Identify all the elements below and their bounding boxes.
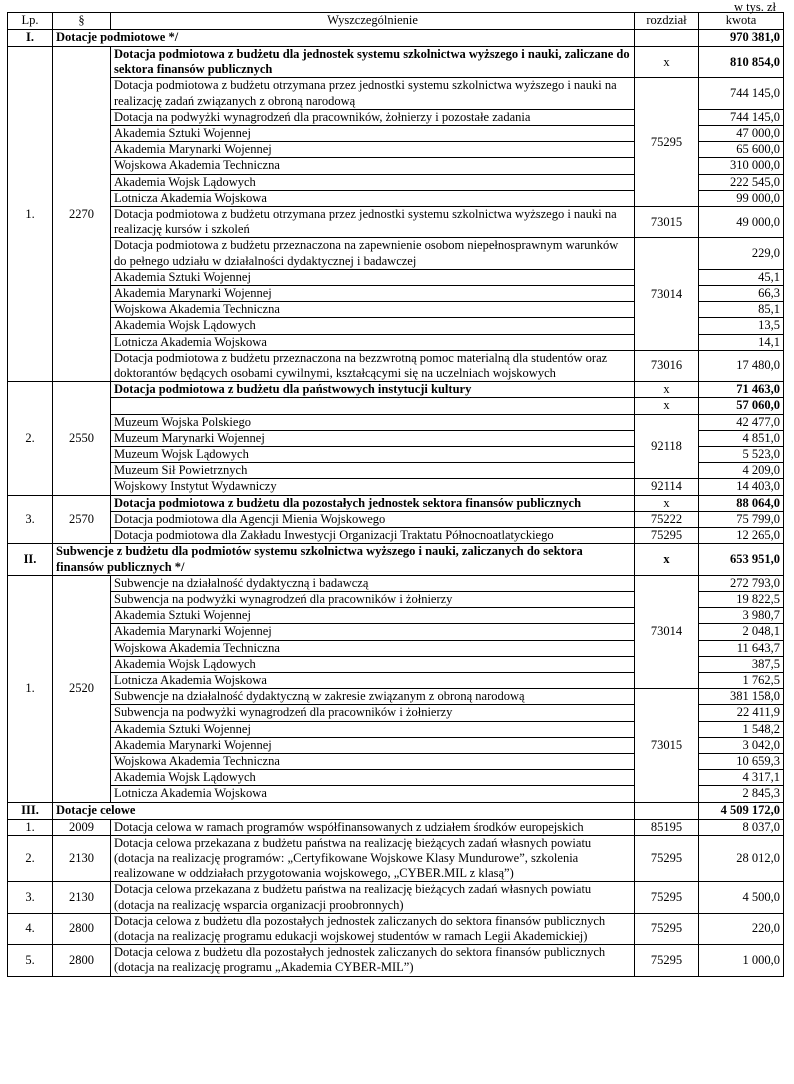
row-chapter: 92114	[635, 479, 699, 495]
row-description: Muzeum Marynarki Wojennej	[111, 430, 635, 446]
table-row	[8, 495, 784, 511]
row-description	[111, 398, 635, 414]
row-description: Dotacja celowa z budżetu dla pozostałych jednostek zaliczanych do sektora finansów publicznych (dotacja na realizację programu „Akademia CYBER-MIL”)	[111, 945, 635, 976]
row-chapter: 75295	[635, 835, 699, 882]
row-amount: 65 600,0	[699, 142, 784, 158]
row-description: Dotacja podmiotowa z budżetu dla państwowych instytucji kultury	[111, 382, 635, 398]
row-chapter: 73015	[635, 689, 699, 802]
row-description: Dotacja podmiotowa z budżetu przeznaczona na zapewnienie osobom niepełnosprawnym warunków do pełnego udziału w działalności dydaktycznej i badawczej	[111, 238, 635, 269]
row-amount: 222 545,0	[699, 174, 784, 190]
row-description: Lotnicza Akademia Wojskowa	[111, 786, 635, 802]
section-chapter: x	[635, 544, 699, 575]
section-title: Dotacje podmiotowe */	[53, 30, 635, 47]
row-chapter: x	[635, 382, 699, 398]
row-description: Dotacja na podwyżki wynagrodzeń dla pracowników, żołnierzy i pozostałe zadania	[111, 109, 635, 125]
row-amount: 1 000,0	[699, 945, 784, 976]
row-description: Subwencje na działalność dydaktyczną w zakresie związanym z obroną narodową	[111, 689, 635, 705]
row-amount: 88 064,0	[699, 495, 784, 511]
row-chapter: x	[635, 398, 699, 414]
row-lp: 2.	[8, 835, 53, 882]
row-paragraph: 2570	[53, 495, 111, 544]
row-amount: 19 822,5	[699, 591, 784, 607]
table-row	[8, 945, 784, 976]
table-row	[8, 350, 784, 381]
row-description: Akademia Wojsk Lądowych	[111, 174, 635, 190]
section-row	[8, 544, 784, 575]
row-lp: 1.	[8, 575, 53, 802]
row-description: Dotacja celowa przekazana z budżetu państwa na realizację bieżących zadań własnych powiatu (dotacja na realizację programów: „Certyfikowane Wojskowe Klasy Mundurowe”, szkolenia realizowane w oddziałach przygotowania wojskowego, „CYBER.MIL z klasą”)	[111, 835, 635, 882]
row-lp: 1.	[8, 47, 53, 382]
row-chapter: 75295	[635, 78, 699, 207]
row-amount: 45,1	[699, 269, 784, 285]
table-row	[8, 819, 784, 835]
row-amount: 310 000,0	[699, 158, 784, 174]
header-paragraph: §	[53, 13, 111, 30]
row-paragraph: 2130	[53, 882, 111, 913]
row-amount: 75 799,0	[699, 511, 784, 527]
section-number: I.	[8, 30, 53, 47]
row-description: Dotacja podmiotowa dla Zakładu Inwestycji Organizacji Traktatu Północnoatlatyckiego	[111, 528, 635, 544]
row-chapter: 75295	[635, 882, 699, 913]
row-lp: 3.	[8, 882, 53, 913]
row-amount: 4 317,1	[699, 770, 784, 786]
section-title: Dotacje celowe	[53, 802, 635, 819]
table-row	[8, 207, 784, 238]
row-chapter: 73014	[635, 238, 699, 350]
row-chapter: 85195	[635, 819, 699, 835]
row-description: Akademia Marynarki Wojennej	[111, 737, 635, 753]
row-amount: 4 851,0	[699, 430, 784, 446]
header-row	[8, 13, 784, 30]
row-description: Dotacja podmiotowa z budżetu dla jednostek systemu szkolnictwa wyższego i nauki, zaliczane do sektora finansów publicznych	[111, 47, 635, 78]
row-chapter: x	[635, 47, 699, 78]
budget-table	[7, 12, 784, 977]
row-paragraph: 2800	[53, 913, 111, 944]
row-description: Subwencja na podwyżki wynagrodzeń dla pracowników i żołnierzy	[111, 705, 635, 721]
row-amount: 744 145,0	[699, 109, 784, 125]
row-description: Akademia Sztuki Wojennej	[111, 126, 635, 142]
row-chapter: x	[635, 495, 699, 511]
row-description: Akademia Wojsk Lądowych	[111, 656, 635, 672]
row-chapter: 73014	[635, 575, 699, 688]
row-amount: 71 463,0	[699, 382, 784, 398]
section-row	[8, 30, 784, 47]
row-description: Akademia Sztuki Wojennej	[111, 608, 635, 624]
row-chapter: 73015	[635, 207, 699, 238]
row-chapter: 75295	[635, 528, 699, 544]
row-amount: 387,5	[699, 656, 784, 672]
row-description: Dotacja podmiotowa dla Agencji Mienia Wojskowego	[111, 511, 635, 527]
section-row	[8, 802, 784, 819]
section-amount: 970 381,0	[699, 30, 784, 47]
row-amount: 8 037,0	[699, 819, 784, 835]
row-paragraph: 2550	[53, 382, 111, 495]
header-lp: Lp.	[8, 13, 53, 30]
row-description: Akademia Wojsk Lądowych	[111, 770, 635, 786]
row-amount: 57 060,0	[699, 398, 784, 414]
row-amount: 220,0	[699, 913, 784, 944]
row-lp: 1.	[8, 819, 53, 835]
row-lp: 5.	[8, 945, 53, 976]
section-chapter	[635, 30, 699, 47]
row-description: Dotacja celowa przekazana z budżetu państwa na realizację bieżących zadań własnych powiatu (dotacja na realizację wsparcia organizacji proobronnych)	[111, 882, 635, 913]
row-amount: 66,3	[699, 286, 784, 302]
row-amount: 744 145,0	[699, 78, 784, 109]
table-row	[8, 689, 784, 705]
table-row	[8, 511, 784, 527]
row-paragraph: 2800	[53, 945, 111, 976]
row-amount: 5 523,0	[699, 447, 784, 463]
row-description: Wojskowa Akademia Techniczna	[111, 640, 635, 656]
row-chapter: 73016	[635, 350, 699, 381]
row-description: Akademia Marynarki Wojennej	[111, 142, 635, 158]
row-amount: 3 042,0	[699, 737, 784, 753]
row-amount: 11 643,7	[699, 640, 784, 656]
row-amount: 272 793,0	[699, 575, 784, 591]
row-paragraph: 2270	[53, 47, 111, 382]
header-description: Wyszczególnienie	[111, 13, 635, 30]
row-amount: 2 845,3	[699, 786, 784, 802]
row-lp: 2.	[8, 382, 53, 495]
header-amount: kwota	[699, 13, 784, 30]
table-row	[8, 238, 784, 269]
row-amount: 14 403,0	[699, 479, 784, 495]
table-row	[8, 882, 784, 913]
table-row	[8, 575, 784, 591]
row-chapter: 92118	[635, 414, 699, 479]
row-lp: 3.	[8, 495, 53, 544]
table-row	[8, 835, 784, 882]
row-amount: 381 158,0	[699, 689, 784, 705]
section-title: Subwencje z budżetu dla podmiotów systemu szkolnictwa wyższego i nauki, zaliczanych do sektora finansów publicznych */	[53, 544, 635, 575]
row-description: Subwencja na podwyżki wynagrodzeń dla pracowników i żołnierzy	[111, 591, 635, 607]
row-amount: 12 265,0	[699, 528, 784, 544]
row-description: Akademia Marynarki Wojennej	[111, 286, 635, 302]
row-description: Wojskowy Instytut Wydawniczy	[111, 479, 635, 495]
row-amount: 14,1	[699, 334, 784, 350]
section-number: II.	[8, 544, 53, 575]
row-description: Muzeum Sił Powietrznych	[111, 463, 635, 479]
row-amount: 85,1	[699, 302, 784, 318]
row-amount: 1 548,2	[699, 721, 784, 737]
table-row	[8, 528, 784, 544]
table-row	[8, 913, 784, 944]
section-amount: 653 951,0	[699, 544, 784, 575]
row-paragraph: 2130	[53, 835, 111, 882]
row-chapter: 75295	[635, 945, 699, 976]
row-amount: 42 477,0	[699, 414, 784, 430]
row-description: Muzeum Wojsk Lądowych	[111, 447, 635, 463]
row-paragraph: 2009	[53, 819, 111, 835]
row-description: Wojskowa Akademia Techniczna	[111, 158, 635, 174]
row-amount: 13,5	[699, 318, 784, 334]
row-amount: 28 012,0	[699, 835, 784, 882]
row-amount: 3 980,7	[699, 608, 784, 624]
row-description: Dotacja podmiotowa z budżetu otrzymana przez jednostki systemu szkolnictwa wyższego i nauki na realizację kursów i szkoleń	[111, 207, 635, 238]
row-description: Lotnicza Akademia Wojskowa	[111, 334, 635, 350]
table-row	[8, 382, 784, 398]
row-amount: 229,0	[699, 238, 784, 269]
row-description: Lotnicza Akademia Wojskowa	[111, 190, 635, 206]
table-row	[8, 398, 784, 414]
row-description: Lotnicza Akademia Wojskowa	[111, 672, 635, 688]
row-description: Akademia Wojsk Lądowych	[111, 318, 635, 334]
row-amount: 49 000,0	[699, 207, 784, 238]
section-chapter	[635, 802, 699, 819]
row-description: Akademia Sztuki Wojennej	[111, 721, 635, 737]
row-amount: 99 000,0	[699, 190, 784, 206]
table-row	[8, 414, 784, 430]
section-number: III.	[8, 802, 53, 819]
row-amount: 810 854,0	[699, 47, 784, 78]
row-amount: 22 411,9	[699, 705, 784, 721]
row-description: Wojskowa Akademia Techniczna	[111, 753, 635, 769]
unit-label: w tys. zł	[733, 0, 776, 14]
row-amount: 1 762,5	[699, 672, 784, 688]
table-row	[8, 479, 784, 495]
row-description: Dotacja celowa z budżetu dla pozostałych jednostek zaliczanych do sektora finansów publicznych (dotacja na realizację programu edukacji wojskowej studentów w ramach Legii Akademickiej)	[111, 913, 635, 944]
row-description: Dotacja celowa w ramach programów współfinansowanych z udziałem środków europejskich	[111, 819, 635, 835]
table-row	[8, 78, 784, 109]
row-description: Wojskowa Akademia Techniczna	[111, 302, 635, 318]
row-paragraph: 2520	[53, 575, 111, 802]
row-description: Dotacja podmiotowa z budżetu otrzymana przez jednostki systemu szkolnictwa wyższego i nauki na realizację zadań związanych z obroną narodową	[111, 78, 635, 109]
row-amount: 10 659,3	[699, 753, 784, 769]
table-row	[8, 47, 784, 78]
row-description: Muzeum Wojska Polskiego	[111, 414, 635, 430]
row-amount: 17 480,0	[699, 350, 784, 381]
row-chapter: 75222	[635, 511, 699, 527]
row-amount: 4 209,0	[699, 463, 784, 479]
row-amount: 47 000,0	[699, 126, 784, 142]
row-amount: 2 048,1	[699, 624, 784, 640]
row-description: Akademia Marynarki Wojennej	[111, 624, 635, 640]
row-description: Akademia Sztuki Wojennej	[111, 269, 635, 285]
row-lp: 4.	[8, 913, 53, 944]
header-chapter: rozdział	[635, 13, 699, 30]
row-description: Dotacja podmiotowa z budżetu przeznaczona na bezzwrotną pomoc materialną dla studentów oraz doktorantów będących osobami cywilnymi, kształcącymi się na uczelniach wojskowych	[111, 350, 635, 381]
row-amount: 4 500,0	[699, 882, 784, 913]
row-chapter: 75295	[635, 913, 699, 944]
row-description: Subwencje na działalność dydaktyczną i badawczą	[111, 575, 635, 591]
row-description: Dotacja podmiotowa z budżetu dla pozostałych jednostek sektora finansów publicznych	[111, 495, 635, 511]
section-amount: 4 509 172,0	[699, 802, 784, 819]
